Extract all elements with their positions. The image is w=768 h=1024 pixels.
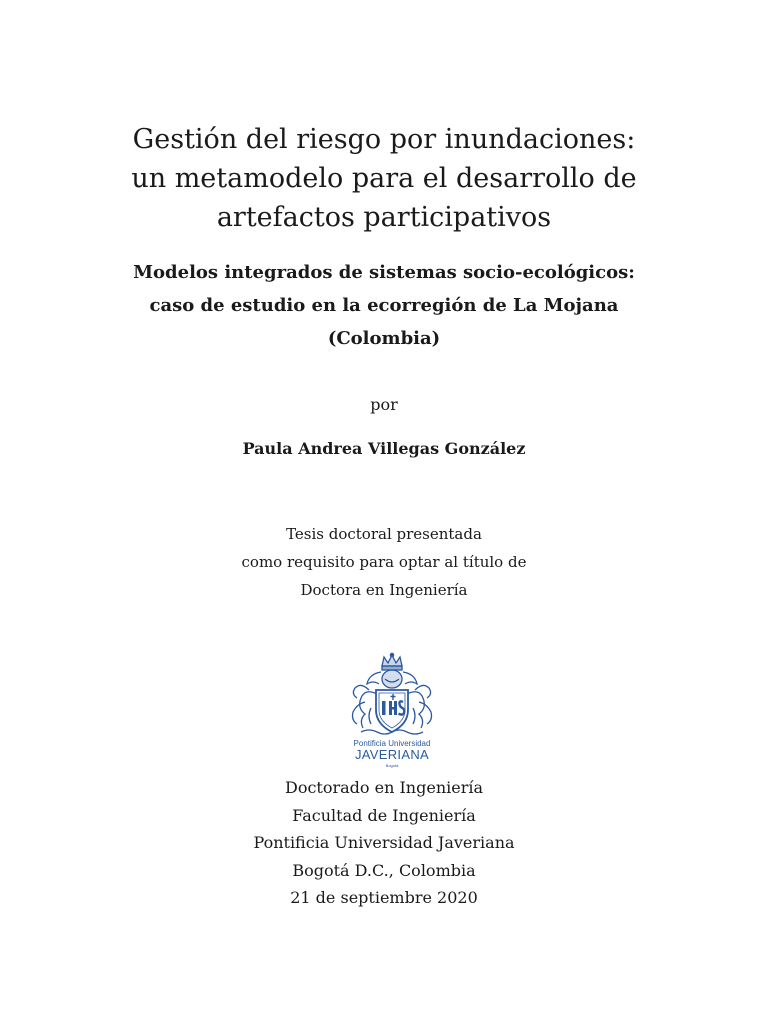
faculty-name: Facultad de Ingeniería [292, 805, 476, 825]
institution-info [0, 774, 768, 912]
degree-statement [0, 520, 768, 604]
thesis-subtitle-line: caso de estudio en la ecorregión de La Mojana [149, 295, 619, 316]
thesis-title [0, 120, 768, 237]
thesis-subtitle-line: Modelos integrados de sistemas socio-ecológicos: [133, 262, 635, 283]
author-name: Paula Andrea Villegas González [242, 439, 526, 458]
logo-text-line: Pontificia Universidad [353, 739, 431, 748]
javeriana-crest-icon [347, 652, 437, 738]
degree-statement-line: como requisito para optar al título de [241, 553, 527, 571]
thesis-subtitle [0, 256, 768, 355]
thesis-subtitle-line: (Colombia) [327, 328, 441, 349]
logo-city-text: Bogotá [385, 763, 399, 768]
by-label: por [370, 395, 398, 414]
program-name: Doctorado en Ingeniería [284, 778, 484, 797]
logo-wordmark: JAVERIANA [355, 747, 429, 762]
university-logo [347, 652, 437, 770]
thesis-title-line: artefactos participativos [216, 202, 552, 233]
city-country: Bogotá D.C., Colombia [292, 860, 476, 880]
thesis-title-line: Gestión del riesgo por inundaciones: [132, 124, 636, 155]
thesis-title-line: un metamodelo para el desarrollo de [131, 163, 637, 194]
degree-statement-line: Tesis doctoral presentada [286, 525, 482, 543]
university-name: Pontificia Universidad Javeriana [253, 833, 515, 852]
date: 21 de septiembre 2020 [290, 888, 478, 907]
degree-statement-line: Doctora en Ingeniería [300, 581, 468, 599]
